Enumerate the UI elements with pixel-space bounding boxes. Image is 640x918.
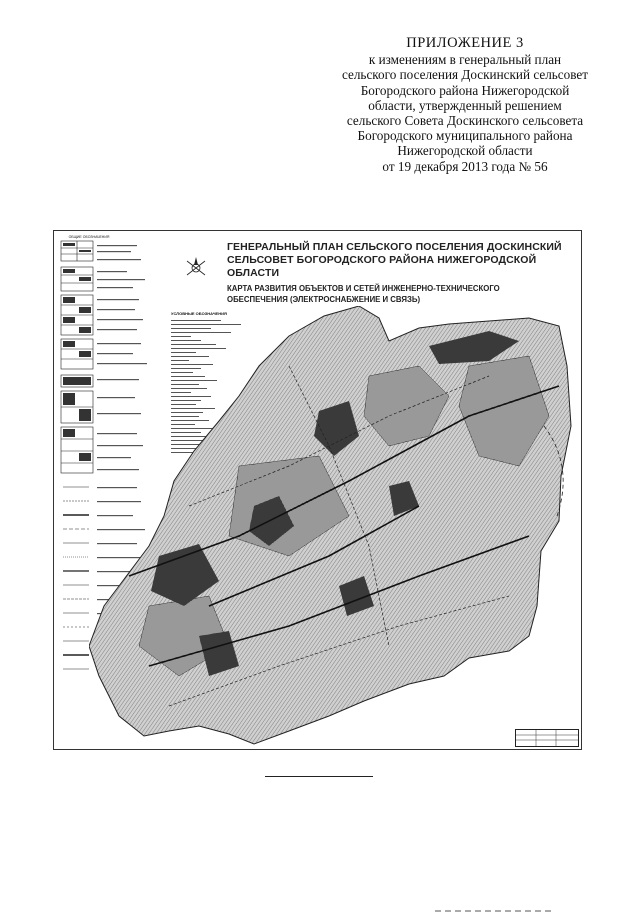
appendix-header: ПРИЛОЖЕНИЕ 3 bbox=[406, 35, 524, 51]
appendix-line: Богородского района Нижегородской bbox=[360, 82, 570, 98]
appendix-line: к изменениям в генеральный план bbox=[368, 52, 562, 68]
map-title: ГЕНЕРАЛЬНЫЙ ПЛАН СЕЛЬСКОГО ПОСЕЛЕНИЯ ДОСКИНСКИЙ bbox=[227, 241, 562, 253]
title-block-stamp bbox=[515, 729, 579, 747]
north-arrow-icon bbox=[185, 257, 209, 279]
footer-rule bbox=[265, 776, 373, 777]
legend-header: ОБЩИЕ ОБОЗНАЧЕНИЯ bbox=[68, 235, 110, 239]
map-title-line2: СЕЛЬСОВЕТ БОГОРОДСКОГО РАЙОНА НИЖЕГОРОДСКОЙ ОБЛАСТИ bbox=[227, 254, 537, 279]
map-sheet bbox=[53, 230, 582, 750]
appendix-line: сельского поселения Доскинский сельсовет bbox=[341, 67, 589, 83]
conventions-header: УСЛОВНЫЕ ОБОЗНАЧЕНИЯ bbox=[171, 311, 227, 316]
appendix-block bbox=[300, 36, 630, 174]
map-subtitle: КАРТА РАЗВИТИЯ ОБЪЕКТОВ И СЕТЕЙ ИНЖЕНЕРНО-ТЕХНИЧЕСКОГО bbox=[227, 284, 500, 293]
scan-artifact bbox=[435, 900, 555, 902]
map-title-block bbox=[227, 241, 572, 305]
appendix-line: Богородского муниципального района bbox=[357, 128, 573, 144]
appendix-line: области, утвержденный решением bbox=[368, 97, 562, 113]
appendix-line: сельского Совета Доскинского сельсовета bbox=[346, 113, 584, 129]
appendix-line: Нижегородской области bbox=[397, 143, 533, 159]
appendix-line: от 19 декабря 2013 года № 56 bbox=[382, 158, 548, 174]
territory-map bbox=[89, 306, 579, 746]
map-subtitle-line2: ОБЕСПЕЧЕНИЯ (ЭЛЕКТРОСНАБЖЕНИЕ И СВЯЗЬ) bbox=[227, 294, 421, 304]
